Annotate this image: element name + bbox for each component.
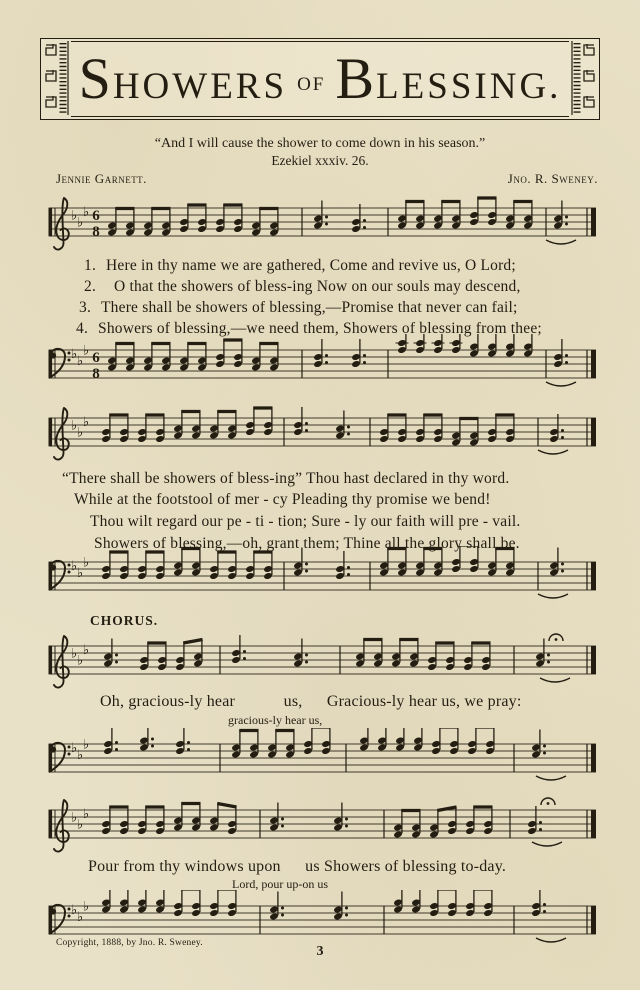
page-title: S HOWERS OF B LESSING. — [78, 46, 562, 111]
svg-text:♭: ♭ — [77, 425, 84, 441]
svg-text:♭: ♭ — [71, 741, 78, 756]
chorus-line-1: Oh, gracious-ly hear us, Gracious-ly hear us, we pray: — [100, 693, 522, 710]
chorus-echo-2: Lord, pour up-on us — [232, 877, 328, 891]
title-of: OF — [297, 74, 326, 95]
scripture-quote: “And I will cause the shower to come down in his season.” — [154, 136, 486, 151]
chorus-echo-1: gracious-ly hear us, — [228, 713, 323, 727]
svg-text:♭: ♭ — [71, 810, 78, 826]
svg-text:♭: ♭ — [83, 343, 90, 359]
music-staff-treble-3 — [40, 630, 600, 698]
verse2-line-1: “There shall be showers of bless-ing” Thou hast declared in thy word. — [62, 470, 510, 487]
banner-ornament-left — [41, 39, 71, 119]
chorus-line-2: Pour from thy windows upon us Showers of blessing to-day. — [88, 858, 507, 875]
verse2-line-3: Thou wilt regard our pe - ti - tion; Sure - ly our faith will pre - vail. — [90, 513, 521, 530]
music-staff-bass-2 — [40, 546, 600, 614]
svg-text:♭: ♭ — [83, 205, 90, 220]
svg-text:♭: ♭ — [77, 566, 84, 581]
music-staff-bass-3 — [40, 728, 600, 796]
music-staff-bass-1 — [40, 334, 600, 402]
music-staff-treble-2 — [40, 402, 600, 470]
svg-text:♭: ♭ — [83, 807, 90, 822]
svg-text:♭: ♭ — [71, 559, 78, 574]
banner-ornament-right — [569, 39, 599, 119]
music-staff-treble-1 — [40, 192, 600, 260]
svg-text:♭: ♭ — [83, 555, 90, 571]
title-initial-b: B — [335, 46, 377, 111]
svg-text:♭: ♭ — [71, 347, 78, 362]
verse2-line-4: Showers of blessing,—oh, grant them; Thine all the glory shall be. — [94, 535, 520, 552]
svg-text:♭: ♭ — [83, 737, 90, 753]
svg-text:♭: ♭ — [83, 899, 90, 915]
svg-text:6: 6 — [92, 350, 100, 366]
chorus-label: CHORUS. — [90, 613, 159, 628]
svg-text:8: 8 — [92, 366, 100, 382]
verse-line-1: 1. Here in thy name we are gathered, Come and revive us, O Lord; — [84, 257, 516, 274]
svg-text:♭: ♭ — [71, 903, 78, 918]
svg-text:6: 6 — [92, 208, 100, 224]
svg-text:♭: ♭ — [77, 215, 84, 231]
verse-block-2 — [62, 470, 520, 553]
lyricist-credit: Jennie Garnett. — [56, 171, 147, 186]
verse-line-2: 2. O that the showers of bless-ing Now on our souls may descend, — [84, 278, 521, 295]
composer-credit: Jno. R. Sweney. — [507, 171, 598, 186]
svg-text:♭: ♭ — [71, 208, 78, 224]
verse2-line-2: While at the footstool of mer - cy Pleading thy promise we bend! — [74, 491, 491, 508]
title-banner — [40, 38, 600, 120]
svg-text:♭: ♭ — [71, 418, 78, 434]
svg-text:8: 8 — [92, 224, 100, 240]
title-initial-s: S — [78, 46, 113, 111]
title-panel — [71, 41, 569, 117]
verse-line-4: 4. Showers of blessing,—we need them, Showers of blessing from thee; — [76, 320, 542, 337]
svg-text:♭: ♭ — [77, 748, 84, 763]
scripture-reference: Ezekiel xxxiv. 26. — [271, 153, 369, 168]
page-number: 3 — [316, 944, 324, 959]
svg-text:♭: ♭ — [77, 354, 84, 369]
svg-text:♭: ♭ — [83, 643, 90, 658]
svg-text:♭: ♭ — [83, 415, 90, 430]
music-staff-treble-4 — [40, 794, 600, 862]
verse-block — [76, 257, 542, 338]
svg-text:♭: ♭ — [71, 646, 78, 662]
svg-text:♭: ♭ — [77, 910, 84, 925]
svg-text:♭: ♭ — [77, 817, 84, 833]
verse-line-3: 3. There shall be showers of blessing,—Promise that never can fail; — [79, 299, 518, 316]
svg-text:♭: ♭ — [77, 653, 84, 669]
copyright-notice: Copyright, 1888, by Jno. R. Sweney. — [56, 938, 203, 948]
